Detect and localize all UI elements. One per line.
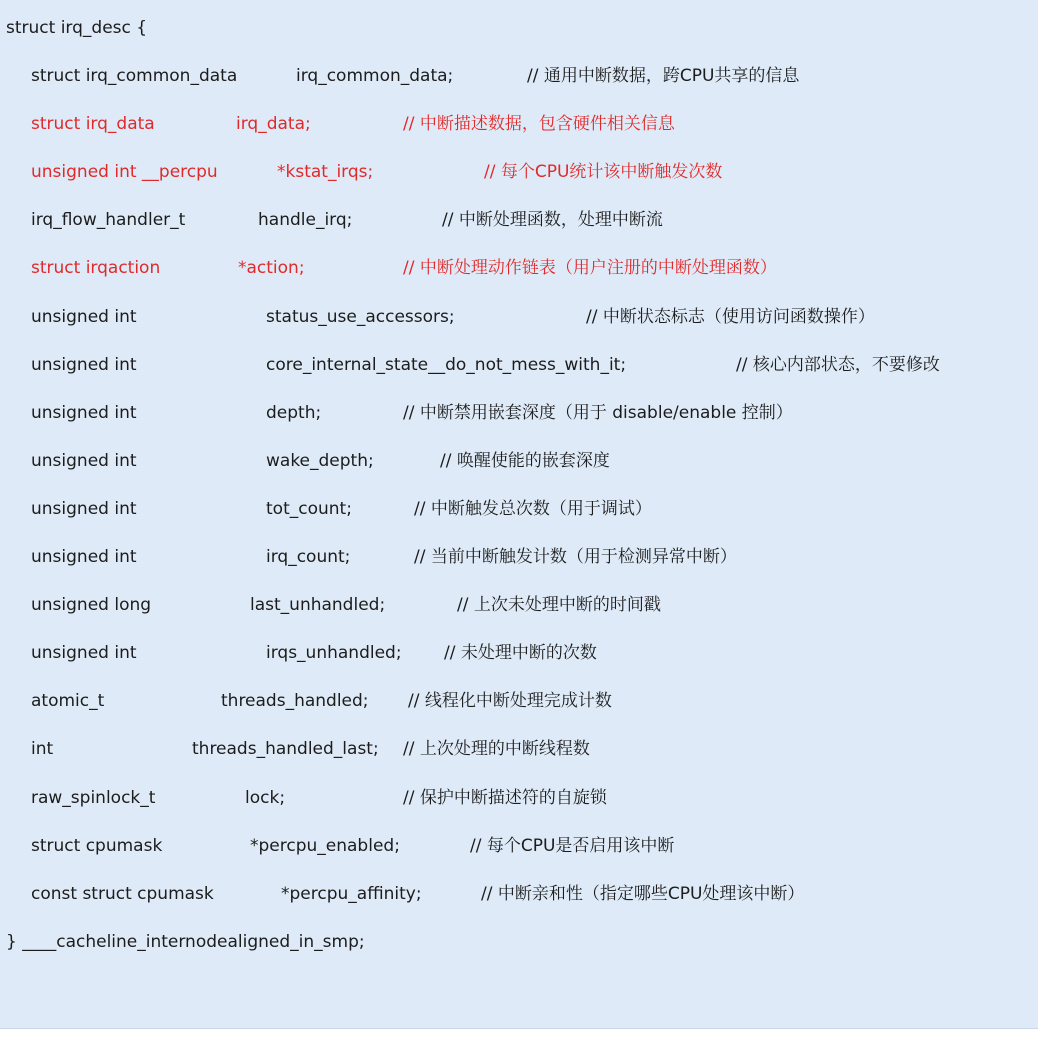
field-line <box>0 100 1038 148</box>
field-comment: // 中断禁用嵌套深度（用于 disable/enable 控制） <box>403 402 793 423</box>
field-name: last_unhandled; <box>250 595 386 616</box>
field-name: irqs_unhandled; <box>266 643 402 664</box>
field-line <box>0 677 1038 725</box>
field-type: raw_spinlock_t <box>31 787 156 808</box>
field-line <box>0 437 1038 485</box>
field-name: status_use_accessors; <box>266 306 455 327</box>
field-type: struct irqaction <box>31 258 161 279</box>
field-line <box>0 822 1038 870</box>
field-name: core_internal_state__do_not_mess_with_it; <box>266 354 627 375</box>
field-type: unsigned int <box>31 498 137 519</box>
field-type: unsigned int <box>31 450 137 471</box>
field-comment: // 中断触发总次数（用于调试） <box>414 498 652 519</box>
field-comment: // 每个CPU统计该中断触发次数 <box>484 162 723 183</box>
field-name: wake_depth; <box>266 450 374 471</box>
field-line <box>0 774 1038 822</box>
field-type: atomic_t <box>31 691 105 712</box>
field-type: unsigned int <box>31 402 137 423</box>
field-comment: // 每个CPU是否启用该中断 <box>470 835 675 856</box>
field-name: handle_irq; <box>258 210 353 231</box>
struct-footer: } ____cacheline_internodealigned_in_smp; <box>6 931 365 952</box>
field-name: threads_handled; <box>221 691 369 712</box>
field-line <box>0 341 1038 389</box>
field-name: *kstat_irqs; <box>277 162 374 183</box>
field-name: *action; <box>238 258 305 279</box>
field-lines <box>0 52 1038 918</box>
field-comment: // 上次处理的中断线程数 <box>403 739 590 760</box>
field-name: threads_handled_last; <box>192 739 379 760</box>
field-type: struct cpumask <box>31 835 163 856</box>
field-comment: // 当前中断触发计数（用于检测异常中断） <box>414 547 737 568</box>
field-line <box>0 629 1038 677</box>
field-comment: // 核心内部状态，不要修改 <box>736 354 940 375</box>
field-name: *percpu_affinity; <box>281 883 422 904</box>
field-line <box>0 870 1038 918</box>
field-line <box>0 389 1038 437</box>
field-line <box>0 725 1038 773</box>
field-type: unsigned int <box>31 354 137 375</box>
field-name: irq_data; <box>236 114 311 135</box>
field-name: irq_common_data; <box>296 66 454 87</box>
field-name: irq_count; <box>266 547 351 568</box>
field-comment: // 唤醒使能的嵌套深度 <box>440 450 610 471</box>
field-line <box>0 148 1038 196</box>
field-type: int <box>31 739 54 760</box>
field-line <box>0 52 1038 100</box>
struct-header: struct irq_desc { <box>6 18 148 38</box>
field-comment: // 上次未处理中断的时间戳 <box>457 595 661 616</box>
field-comment: // 中断处理动作链表（用户注册的中断处理函数） <box>403 258 777 279</box>
struct-footer-line <box>0 918 1038 966</box>
field-line <box>0 196 1038 244</box>
field-comment: // 通用中断数据，跨CPU共享的信息 <box>527 66 800 87</box>
field-comment: // 保护中断描述符的自旋锁 <box>403 787 607 808</box>
field-line <box>0 533 1038 581</box>
field-comment: // 中断描述数据，包含硬件相关信息 <box>403 114 675 135</box>
field-type: struct irq_data <box>31 114 155 135</box>
field-name: tot_count; <box>266 498 352 519</box>
field-comment: // 中断状态标志（使用访问函数操作） <box>586 306 875 327</box>
field-line <box>0 581 1038 629</box>
field-line <box>0 293 1038 341</box>
field-type: irq_flow_handler_t <box>31 210 186 231</box>
field-line <box>0 485 1038 533</box>
field-comment: // 未处理中断的次数 <box>444 643 597 664</box>
field-name: depth; <box>266 402 322 423</box>
field-name: lock; <box>245 787 286 808</box>
field-comment: // 中断处理函数，处理中断流 <box>442 210 663 231</box>
field-type: unsigned int <box>31 643 137 664</box>
field-type: unsigned int __percpu <box>31 162 218 183</box>
field-line <box>0 244 1038 292</box>
struct-header-line <box>0 4 1038 52</box>
field-type: const struct cpumask <box>31 883 214 904</box>
field-comment: // 线程化中断处理完成计数 <box>408 691 612 712</box>
field-type: unsigned int <box>31 306 137 327</box>
field-type: unsigned int <box>31 547 137 568</box>
field-type: struct irq_common_data <box>31 66 238 87</box>
field-type: unsigned long <box>31 595 152 616</box>
field-name: *percpu_enabled; <box>250 835 400 856</box>
field-comment: // 中断亲和性（指定哪些CPU处理该中断） <box>481 883 805 904</box>
